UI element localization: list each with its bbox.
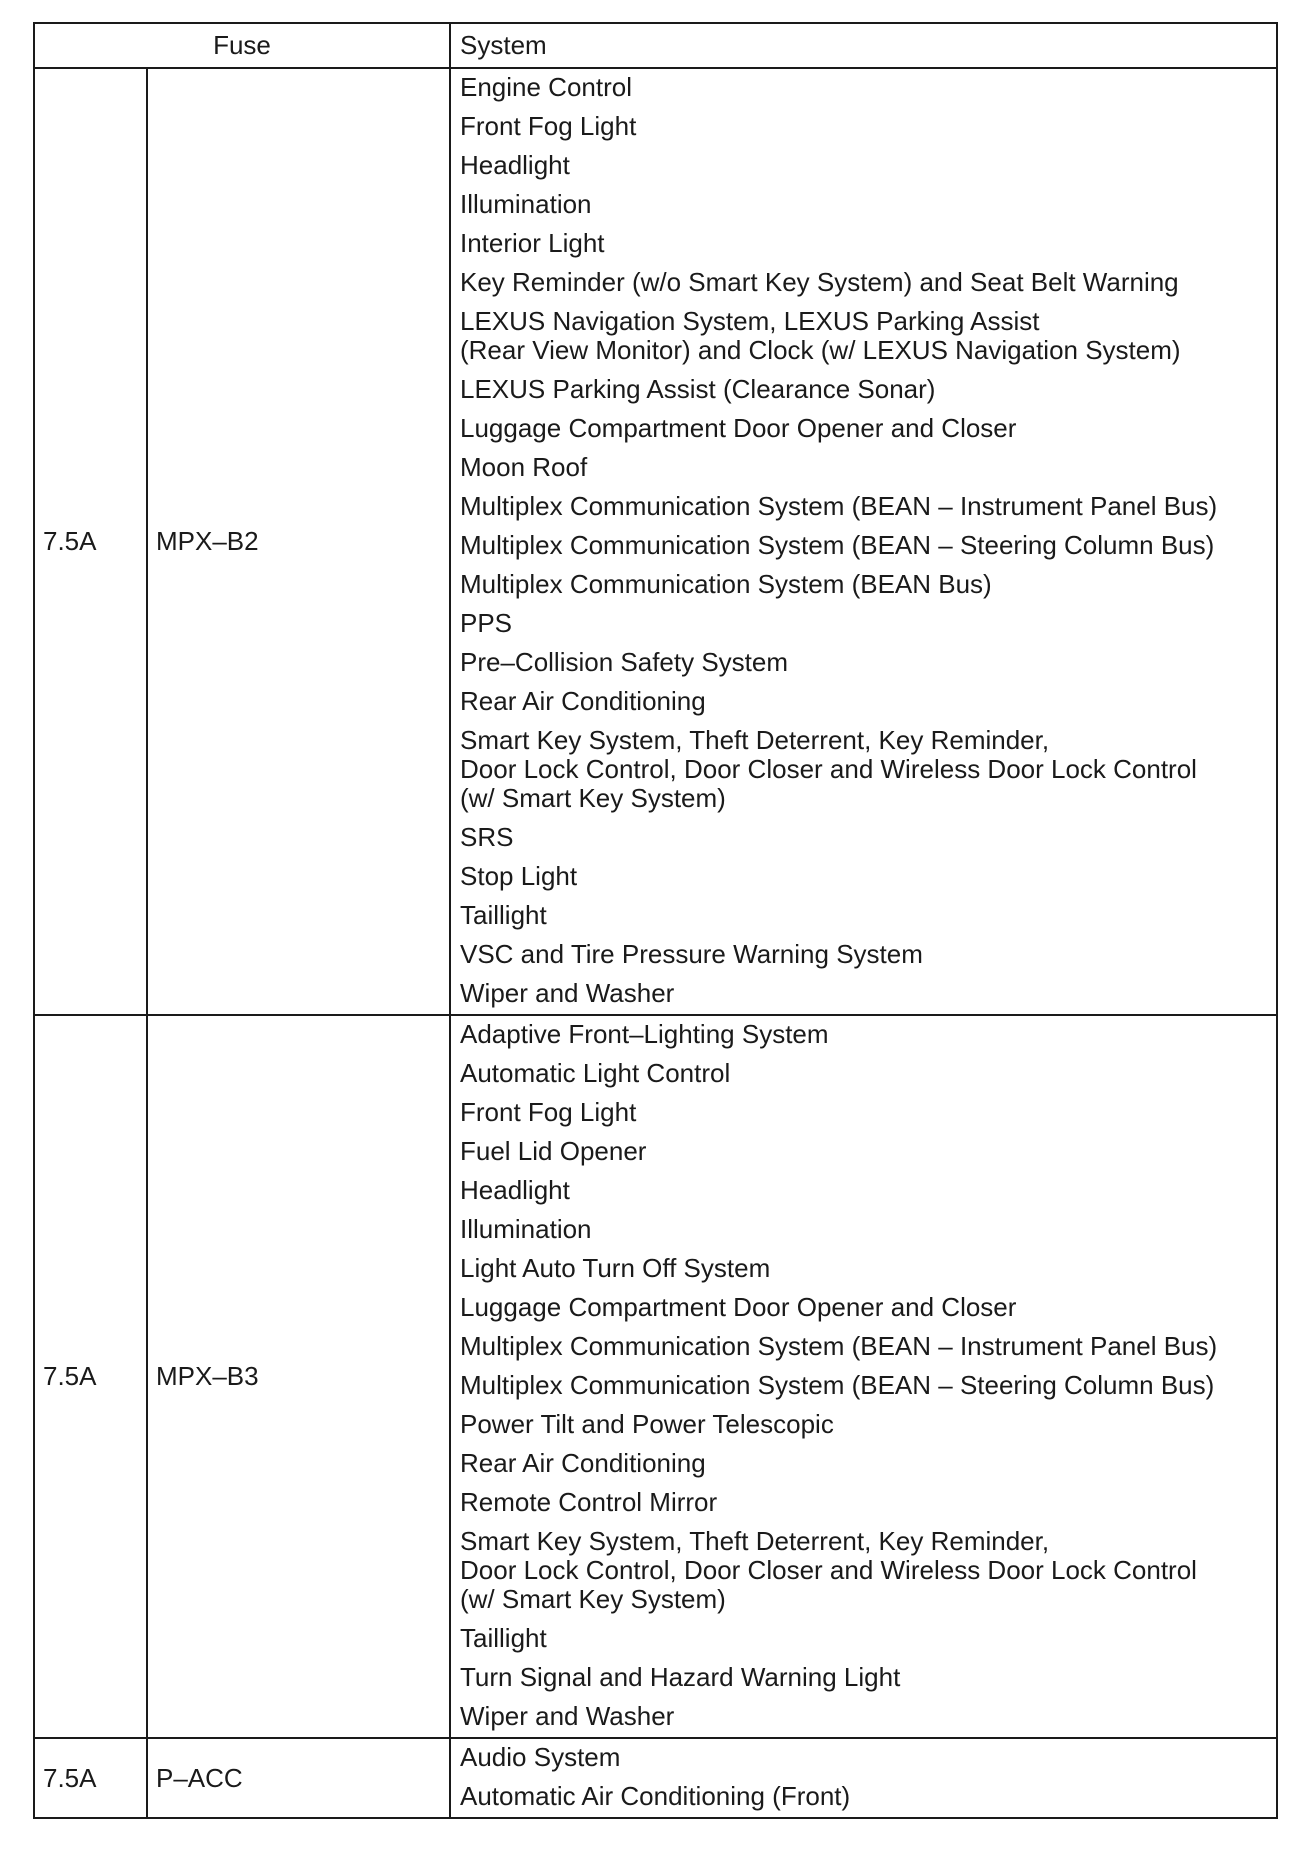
header-row: [34, 23, 1277, 68]
system-item: Multiplex Communication System (BEAN – Steering Column Bus): [460, 530, 1215, 560]
fuse-amperage: 7.5A: [34, 1015, 147, 1738]
system-item: Power Tilt and Power Telescopic: [460, 1409, 834, 1439]
system-item: SRS: [460, 822, 514, 852]
system-item: Key Reminder (w/o Smart Key System) and Seat Belt Warning: [460, 267, 1179, 297]
system-item: Front Fog Light: [460, 1097, 637, 1127]
table-header: [34, 23, 1277, 68]
fuse-column-header: Fuse: [34, 23, 450, 68]
system-item: Moon Roof: [460, 452, 588, 482]
fuse-row: [34, 1738, 1277, 1818]
system-item: Light Auto Turn Off System: [460, 1253, 771, 1283]
system-item: Rear Air Conditioning: [460, 686, 706, 716]
system-item: Multiplex Communication System (BEAN – Steering Column Bus): [460, 1370, 1215, 1400]
system-item: Automatic Air Conditioning (Front): [460, 1781, 851, 1811]
system-item: Stop Light: [460, 861, 578, 891]
fuse-name: MPX–B2: [147, 68, 450, 1015]
system-item: Wiper and Washer: [460, 978, 675, 1008]
system-item: Automatic Light Control: [460, 1058, 731, 1088]
system-item: Engine Control: [460, 72, 632, 102]
system-item: Taillight: [460, 1623, 547, 1653]
system-item: Pre–Collision Safety System: [460, 647, 789, 677]
system-item: Wiper and Washer: [460, 1701, 675, 1731]
system-item: Illumination: [460, 189, 592, 219]
system-item: Adaptive Front–Lighting System: [460, 1019, 829, 1049]
system-item: Rear Air Conditioning: [460, 1448, 706, 1478]
system-item: Luggage Compartment Door Opener and Closer: [460, 413, 1017, 443]
system-item: PPS: [460, 608, 513, 638]
systems-cell: [450, 1015, 1277, 1738]
fuse-amperage: 7.5A: [34, 68, 147, 1015]
system-item: Headlight: [460, 150, 570, 180]
system-item: Interior Light: [460, 228, 605, 258]
fuse-row: [34, 1015, 1277, 1738]
system-item: Smart Key System, Theft Deterrent, Key Reminder, Door Lock Control, Door Closer and Wireless Door Lock Control (w/ Smart Key System): [460, 725, 1197, 813]
fuse-name: P–ACC: [147, 1738, 450, 1818]
fuse-table: [33, 22, 1278, 1819]
system-item: Multiplex Communication System (BEAN Bus): [460, 569, 992, 599]
system-item: LEXUS Navigation System, LEXUS Parking Assist (Rear View Monitor) and Clock (w/ LEXUS Navigation System): [460, 306, 1181, 365]
table-body: [34, 68, 1277, 1818]
system-item: Audio System: [460, 1742, 621, 1772]
system-item: Illumination: [460, 1214, 592, 1244]
fuse-row: [34, 68, 1277, 1015]
system-item: VSC and Tire Pressure Warning System: [460, 939, 923, 969]
system-item: Taillight: [460, 900, 547, 930]
system-item: LEXUS Parking Assist (Clearance Sonar): [460, 374, 936, 404]
system-item: Headlight: [460, 1175, 570, 1205]
system-item: Multiplex Communication System (BEAN – Instrument Panel Bus): [460, 491, 1218, 521]
systems-cell: [450, 68, 1277, 1015]
system-column-header: System: [450, 23, 1277, 68]
system-item: Multiplex Communication System (BEAN – Instrument Panel Bus): [460, 1331, 1218, 1361]
system-item: Front Fog Light: [460, 111, 637, 141]
fuse-name: MPX–B3: [147, 1015, 450, 1738]
system-item: Luggage Compartment Door Opener and Closer: [460, 1292, 1017, 1322]
systems-cell: [450, 1738, 1277, 1818]
system-item: Remote Control Mirror: [460, 1487, 718, 1517]
fuse-amperage: 7.5A: [34, 1738, 147, 1818]
system-item: Turn Signal and Hazard Warning Light: [460, 1662, 901, 1692]
system-item: Fuel Lid Opener: [460, 1136, 647, 1166]
system-item: Smart Key System, Theft Deterrent, Key Reminder, Door Lock Control, Door Closer and Wireless Door Lock Control (w/ Smart Key System): [460, 1526, 1197, 1614]
